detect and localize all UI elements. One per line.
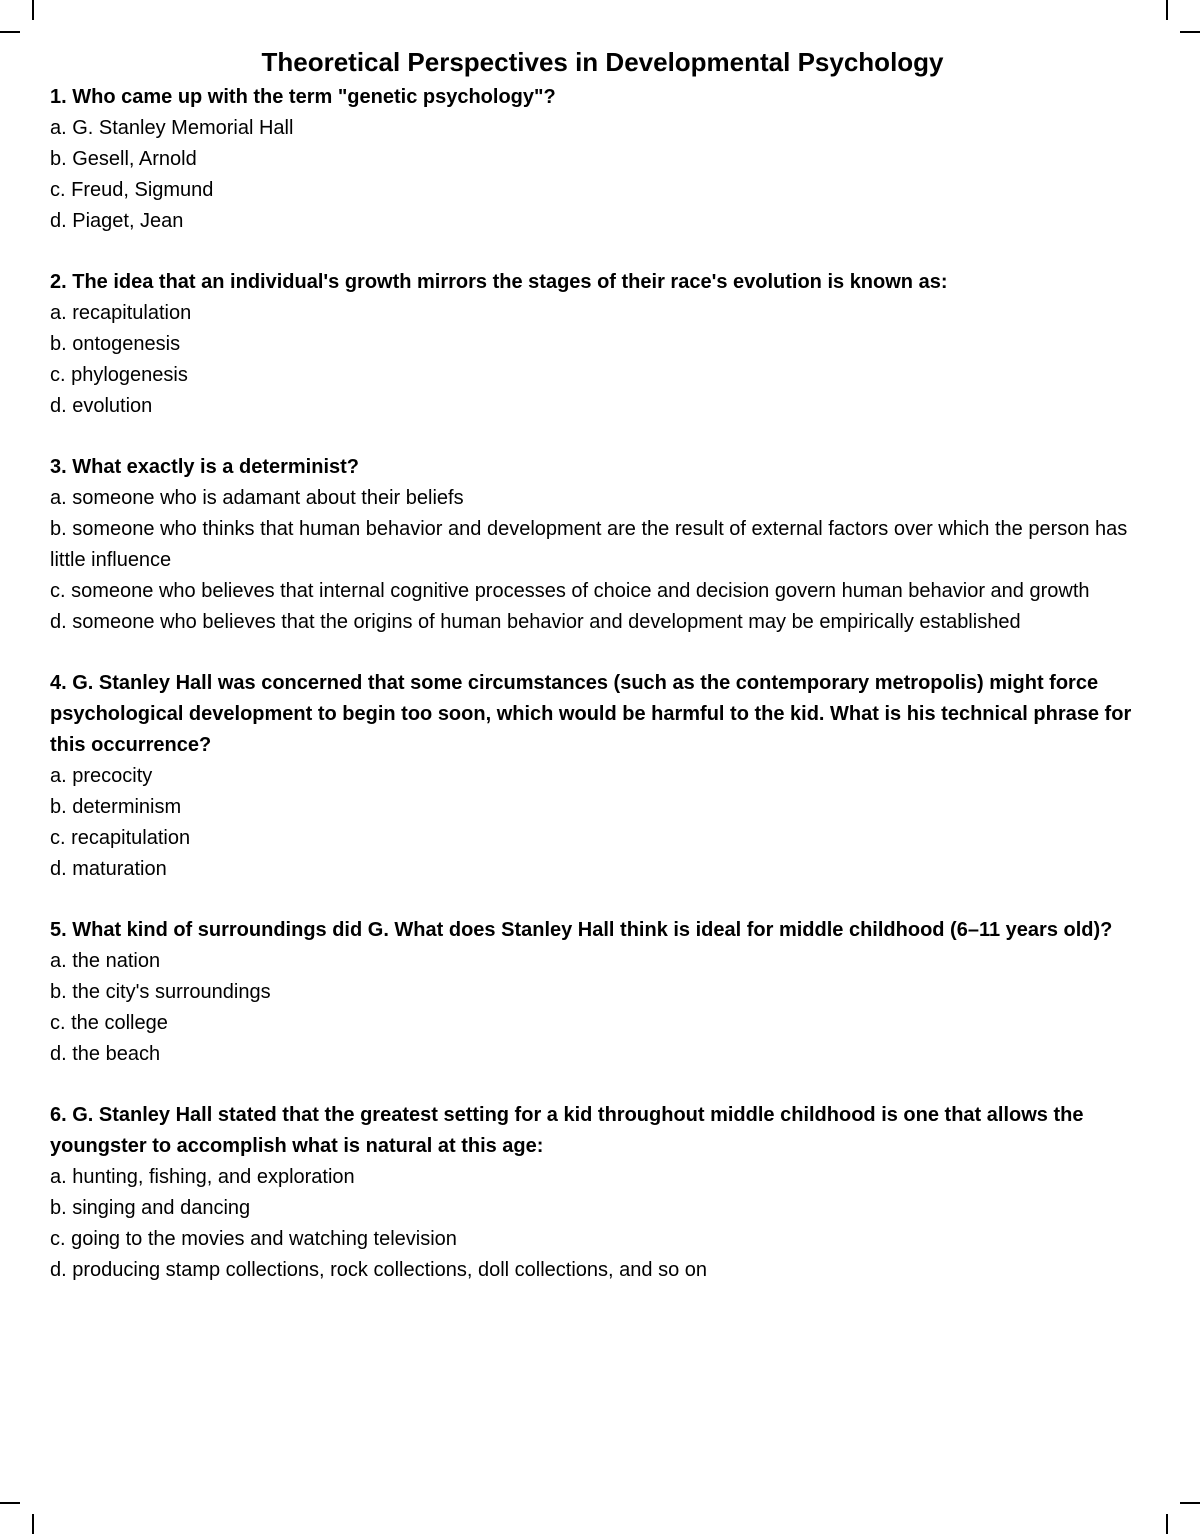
question-text: 5. What kind of surroundings did G. What does Stanley Hall think is ideal for middle childhood (6–11 years old)? bbox=[50, 919, 1113, 941]
crop-mark-bottom-right-horizontal bbox=[1180, 1502, 1200, 1504]
option-d: d. producing stamp collections, rock collections, doll collections, and so on bbox=[50, 1259, 708, 1281]
option-list bbox=[50, 113, 1155, 237]
question-text: 6. G. Stanley Hall stated that the greatest setting for a kid throughout middle childhood is one that allows the youngster to accomplish what is natural at this age: bbox=[50, 1104, 1084, 1157]
option-d: d. the beach bbox=[50, 1043, 161, 1065]
question-1 bbox=[50, 82, 1155, 237]
question-2 bbox=[50, 267, 1155, 422]
document-page bbox=[50, 44, 1155, 1316]
option-list bbox=[50, 761, 1155, 885]
option-d: d. someone who believes that the origins of human behavior and development may be empirically established bbox=[50, 611, 1021, 633]
option-b: b. Gesell, Arnold bbox=[50, 148, 197, 170]
option-c: c. recapitulation bbox=[50, 827, 191, 849]
option-d: d. Piaget, Jean bbox=[50, 210, 184, 232]
option-c: c. someone who believes that internal cognitive processes of choice and decision govern human behavior and growth bbox=[50, 580, 1090, 602]
question-text: 3. What exactly is a determinist? bbox=[50, 456, 359, 478]
option-c: c. going to the movies and watching television bbox=[50, 1228, 457, 1250]
crop-mark-bottom-left-horizontal bbox=[0, 1502, 20, 1504]
option-b: b. the city's surroundings bbox=[50, 981, 271, 1003]
option-d: d. maturation bbox=[50, 858, 167, 880]
option-b: b. someone who thinks that human behavior and development are the result of external factors over which the person has little influence bbox=[50, 518, 1128, 571]
question-5 bbox=[50, 915, 1155, 1070]
crop-mark-top-right-horizontal bbox=[1180, 31, 1200, 33]
option-a: a. someone who is adamant about their beliefs bbox=[50, 487, 464, 509]
crop-mark-bottom-left-vertical bbox=[32, 1514, 34, 1534]
option-b: b. determinism bbox=[50, 796, 182, 818]
option-a: a. hunting, fishing, and exploration bbox=[50, 1166, 355, 1188]
option-b: b. ontogenesis bbox=[50, 333, 181, 355]
question-text: 2. The idea that an individual's growth mirrors the stages of their race's evolution is known as: bbox=[50, 271, 948, 293]
option-c: c. phylogenesis bbox=[50, 364, 188, 386]
option-a: a. G. Stanley Memorial Hall bbox=[50, 117, 294, 139]
option-list bbox=[50, 298, 1155, 422]
option-list bbox=[50, 1162, 1155, 1286]
document-title: Theoretical Perspectives in Developmental Psychology bbox=[261, 47, 944, 77]
crop-mark-top-left-horizontal bbox=[0, 31, 20, 33]
option-b: b. singing and dancing bbox=[50, 1197, 251, 1219]
question-6 bbox=[50, 1100, 1155, 1286]
option-a: a. the nation bbox=[50, 950, 161, 972]
option-d: d. evolution bbox=[50, 395, 153, 417]
question-3 bbox=[50, 452, 1155, 638]
crop-mark-top-right-vertical bbox=[1166, 0, 1168, 20]
question-text: 1. Who came up with the term "genetic psychology"? bbox=[50, 86, 556, 108]
crop-mark-bottom-right-vertical bbox=[1166, 1514, 1168, 1534]
question-4 bbox=[50, 668, 1155, 885]
option-list bbox=[50, 483, 1155, 638]
option-c: c. the college bbox=[50, 1012, 168, 1034]
question-text: 4. G. Stanley Hall was concerned that some circumstances (such as the contemporary metropolis) might force psychological development to begin too soon, which would be harmful to the kid. What is his technical phrase for this occurrence? bbox=[50, 672, 1132, 756]
option-list bbox=[50, 946, 1155, 1070]
option-c: c. Freud, Sigmund bbox=[50, 179, 214, 201]
crop-mark-top-left-vertical bbox=[32, 0, 34, 20]
option-a: a. recapitulation bbox=[50, 302, 192, 324]
option-a: a. precocity bbox=[50, 765, 153, 787]
